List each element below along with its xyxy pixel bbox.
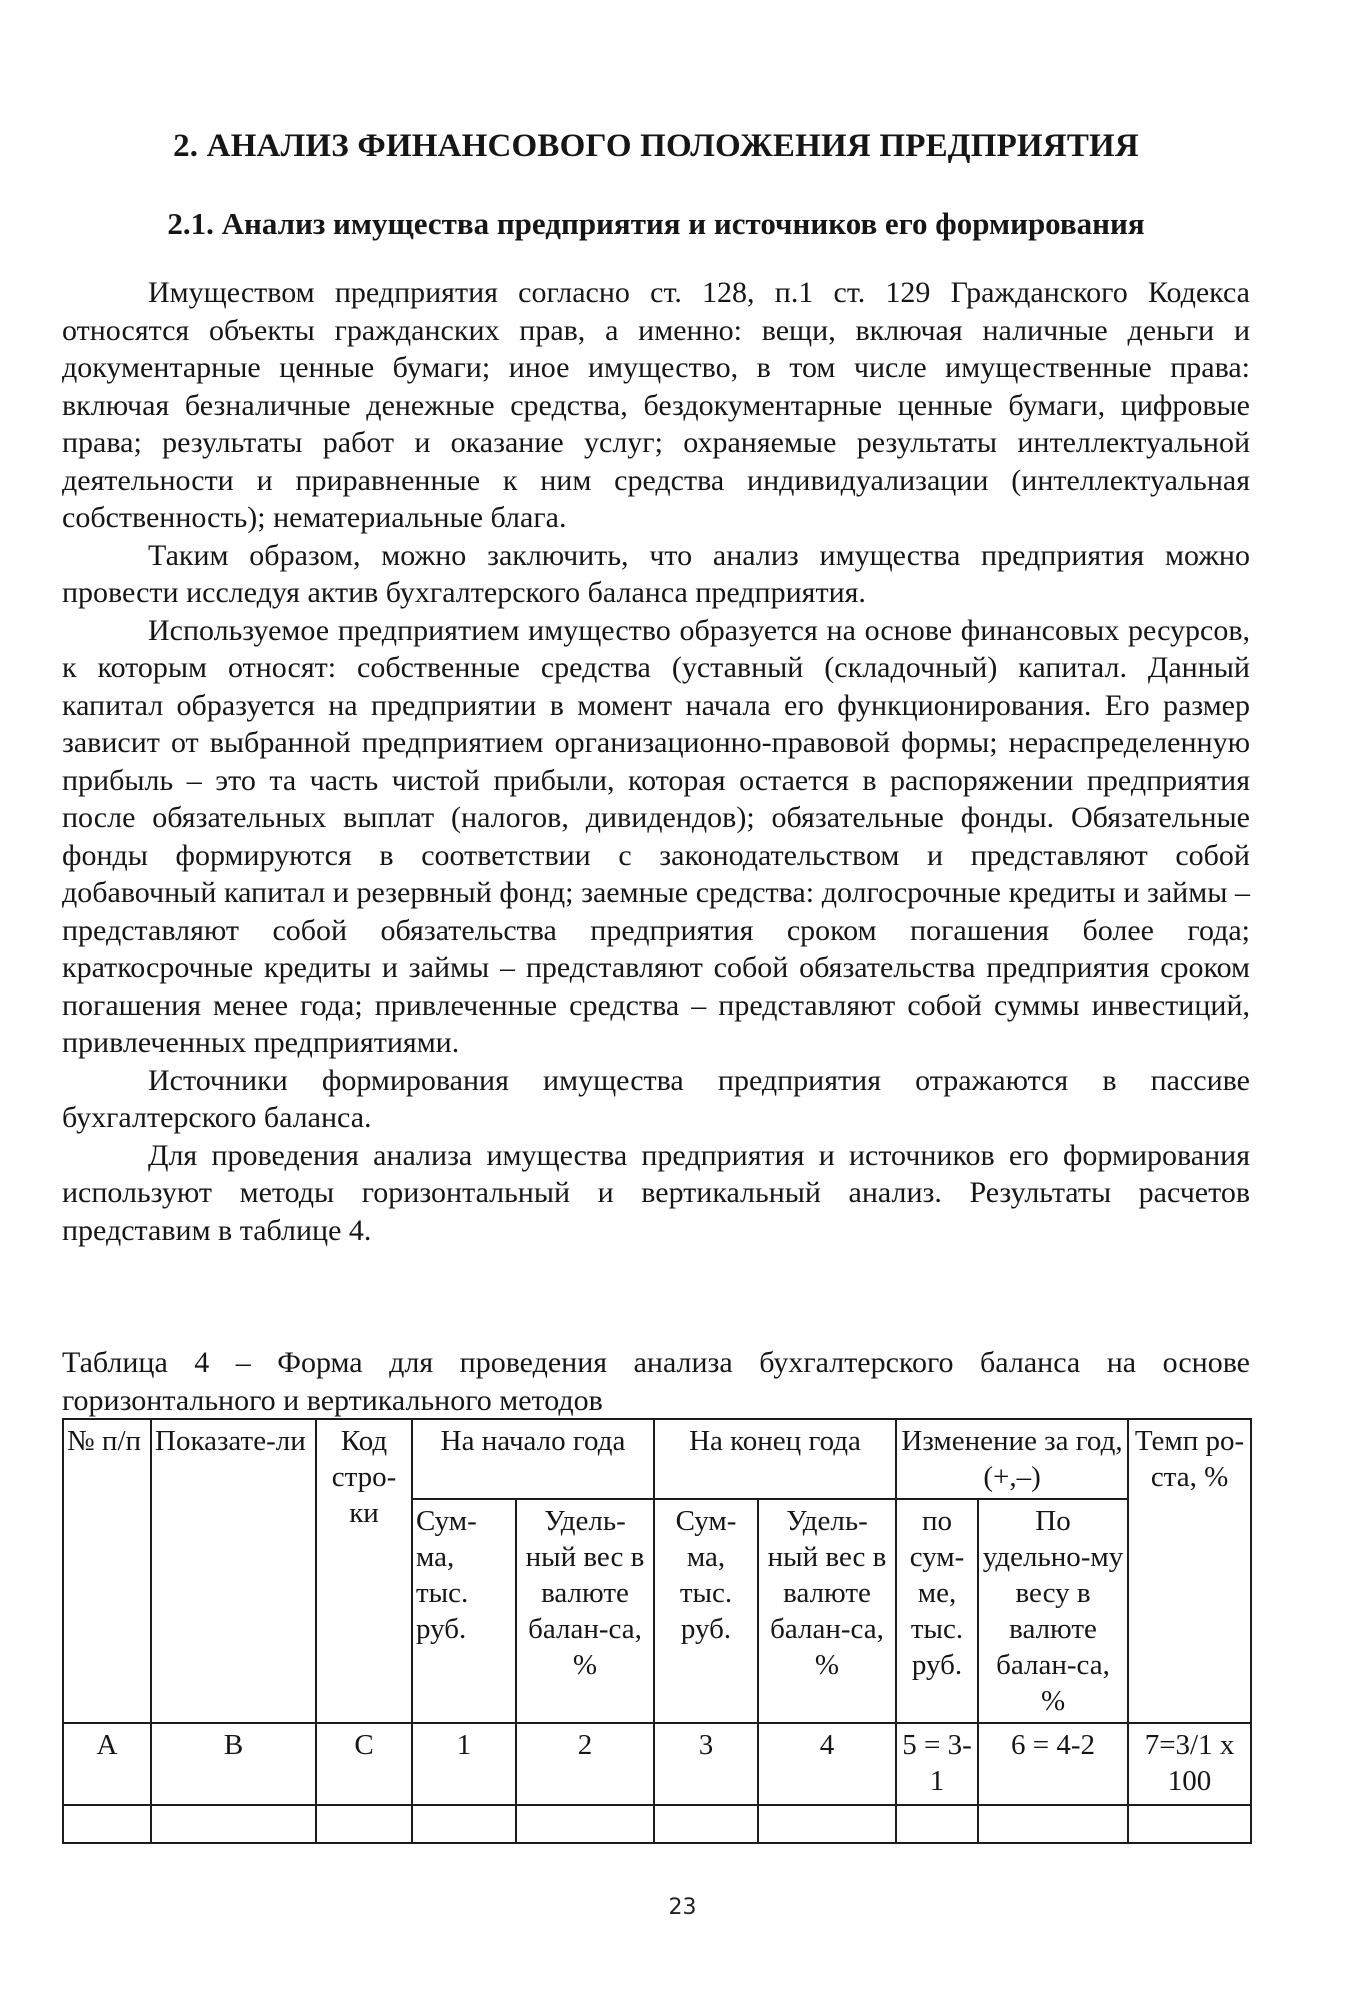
header-cell-indicator: Показате-ли bbox=[151, 1419, 316, 1723]
index-cell: 4 bbox=[758, 1723, 896, 1805]
empty-cell bbox=[978, 1805, 1128, 1843]
index-cell: С bbox=[316, 1723, 412, 1805]
empty-cell bbox=[896, 1805, 978, 1843]
index-cell: В bbox=[151, 1723, 316, 1805]
empty-cell bbox=[1128, 1805, 1251, 1843]
section-heading: 2. АНАЛИЗ ФИНАНСОВОГО ПОЛОЖЕНИЯ ПРЕДПРИЯТИЯ bbox=[173, 128, 1139, 164]
table-caption: Таблица 4 – Форма для проведения анализа бухгалтерского баланса на основе горизонтального и вертикального методов bbox=[62, 1346, 1250, 1417]
paragraph: Имуществом предприятия согласно ст. 128, п.1 ст. 129 Гражданского Кодекса относятся объекты гражданских прав, а именно: вещи, включая наличные деньги и документарные ценные бумаги; иное имущество, в том числе имущественные права: включая безналичные денежные средства, бездокументарные ценные бумаги, цифровые права; результаты работ и оказание услуг; охраняемые результаты интеллектуальной деятельности и приравненные к ним средства индивидуализации (интеллектуальная собственность); нематериальные блага. bbox=[62, 276, 1250, 534]
subheader-cell-sum-start: Сум-ма, тыс. руб. bbox=[412, 1499, 516, 1723]
paragraph: Для проведения анализа имущества предприятия и источников его формирования используют методы горизонтальный и вертикальный анализ. Результаты расчетов представим в таблице 4. bbox=[62, 1138, 1250, 1247]
index-cell: 5 = 3-1 bbox=[896, 1723, 978, 1805]
index-cell: 6 = 4-2 bbox=[978, 1723, 1128, 1805]
empty-cell bbox=[316, 1805, 412, 1843]
header-cell-code: Код стро-ки bbox=[316, 1419, 412, 1723]
index-cell: 7=3/1 х 100 bbox=[1128, 1723, 1251, 1805]
table-index-row bbox=[63, 1723, 1251, 1805]
empty-cell bbox=[758, 1805, 896, 1843]
body-text bbox=[62, 274, 1250, 1249]
header-cell-growth-rate: Темп ро-ста, % bbox=[1128, 1419, 1251, 1723]
empty-cell bbox=[63, 1805, 151, 1843]
subsection-heading: 2.1. Анализ имущества предприятия и источников его формирования bbox=[167, 206, 1145, 241]
empty-cell bbox=[654, 1805, 758, 1843]
subheader-cell-share-start: Удель-ный вес в валюте балан-са, % bbox=[516, 1499, 654, 1723]
balance-analysis-table bbox=[62, 1418, 1252, 1844]
index-cell: 1 bbox=[412, 1723, 516, 1805]
empty-cell bbox=[151, 1805, 316, 1843]
paragraph: Источники формирования имущества предприятия отражаются в пассиве бухгалтерского баланса. bbox=[62, 1063, 1250, 1134]
table-empty-row bbox=[63, 1805, 1251, 1843]
header-cell-change: Изменение за год, (+,–) bbox=[896, 1419, 1128, 1499]
empty-cell bbox=[412, 1805, 516, 1843]
empty-cell bbox=[516, 1805, 654, 1843]
subheader-cell-sum-end: Сум-ма, тыс. руб. bbox=[654, 1499, 758, 1723]
index-cell: 3 bbox=[654, 1723, 758, 1805]
header-cell-end-of-year: На конец года bbox=[654, 1419, 896, 1499]
page-number: 23 bbox=[668, 1895, 697, 1920]
header-cell-number: № п/п bbox=[63, 1419, 151, 1723]
paragraph: Используемое предприятием имущество образуется на основе финансовых ресурсов, к которым относят: собственные средства (уставный (складочный) капитал. Данный капитал образуется на предприятии в момент начала его функционирования. Его размер зависит от выбранной предприятием организационно-правовой формы; нераспределенную прибыль – это та часть чистой прибыли, которая остается в распоряжении предприятия после обязательных выплат (налогов, дивидендов); обязательные фонды. Обязательные фонды формируются в соответствии с законодательством и представляют собой добавочный капитал и резервный фонд; заемные средства: долгосрочные кредиты и займы – представляют собой обязательства предприятия сроком погашения более года; краткосрочные кредиты и займы – представляют собой обязательства предприятия сроком погашения менее года; привлеченные средства – представляют собой суммы инвестиций, привлеченных предприятиями. bbox=[62, 613, 1250, 1059]
table-header-row bbox=[63, 1419, 1251, 1499]
header-cell-start-of-year: На начало года bbox=[412, 1419, 654, 1499]
index-cell: А bbox=[63, 1723, 151, 1805]
index-cell: 2 bbox=[516, 1723, 654, 1805]
paragraph: Таким образом, можно заключить, что анализ имущества предприятия можно провести исследуя актив бухгалтерского баланса предприятия. bbox=[62, 538, 1250, 609]
subheader-cell-change-share: По удельно-му весу в валюте балан-са, % bbox=[978, 1499, 1128, 1723]
subheader-cell-share-end: Удель-ный вес в валюте балан-са, % bbox=[758, 1499, 896, 1723]
subheader-cell-change-sum: по сум-ме, тыс. руб. bbox=[896, 1499, 978, 1723]
